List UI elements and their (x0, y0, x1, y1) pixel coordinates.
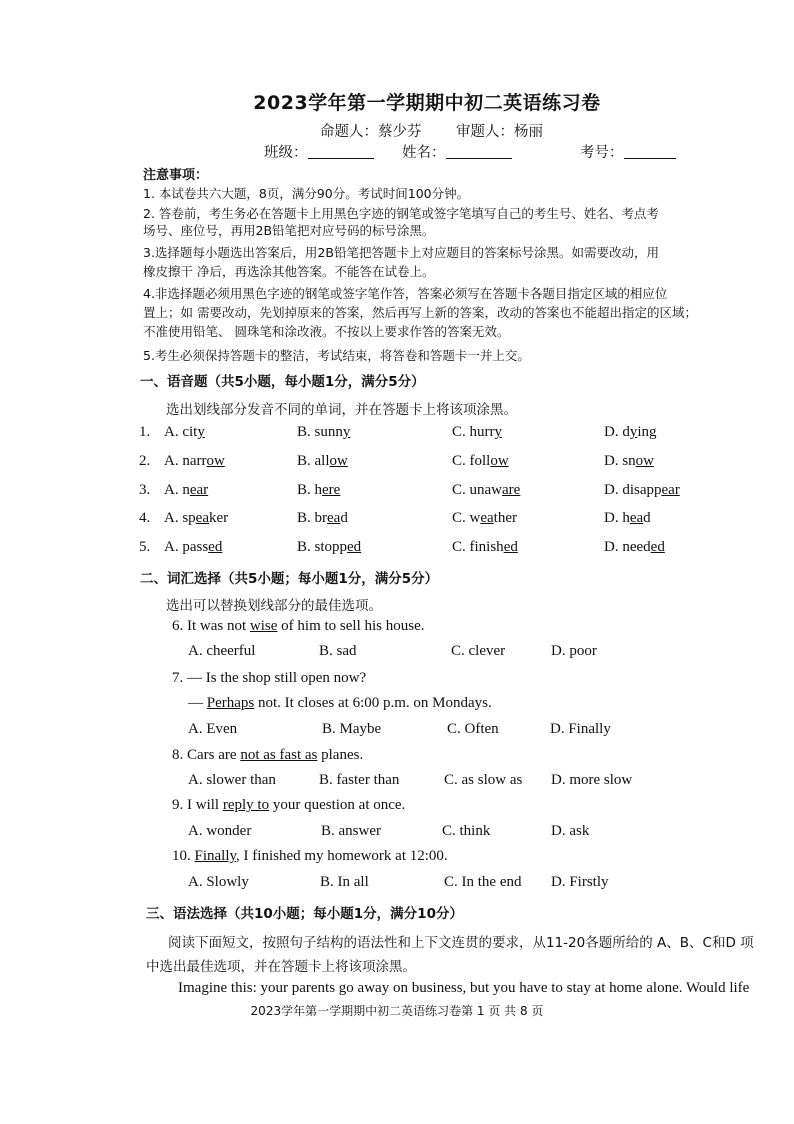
option-c[interactable]: C. think (442, 823, 491, 839)
class-label: 班级： (264, 145, 308, 161)
option-b[interactable]: B. Maybe (322, 721, 382, 737)
underlined-letters: ea (629, 510, 644, 526)
question-number: 4. (139, 510, 151, 526)
question-number: 3. (139, 482, 151, 498)
option-a[interactable]: A. narrow (164, 453, 225, 469)
underlined-letters: ow (206, 453, 225, 469)
option-d[interactable]: D. head (604, 510, 651, 526)
underlined-word: not as fast as (240, 747, 318, 763)
underlined-letters: ed (503, 539, 518, 555)
option-d[interactable]: D. Firstly (551, 874, 609, 890)
question-10-stem: 10. Finally, I finished my homework at 12:00. (172, 848, 448, 864)
underlined-letters: ear (189, 482, 209, 498)
underlined-letters: ea (480, 510, 494, 526)
option-b[interactable]: B. sad (319, 643, 357, 659)
underlined-letters: ed (347, 539, 362, 555)
exam-no-blank[interactable] (624, 144, 676, 159)
underlined-letters: y (342, 424, 351, 440)
notice-item: 2. 答卷前，考生务必在答题卡上用黑色字迹的钢笔或签字笔填写自己的考生号、姓名、考点考 (143, 206, 659, 221)
exam-no-label: 考号： (580, 145, 624, 161)
notice-item: 橡皮擦干 净后，再选涂其他答案。不能答在试卷上。 (143, 264, 435, 279)
section3-instruction: 阅读下面短文，按照句子结构的语法性和上下文连贯的要求，从11-20各题所给的 A、B、C和D 项 (168, 935, 754, 951)
setter-label: 命题人：蔡少芬 (320, 124, 422, 140)
option-d[interactable]: D. more slow (551, 772, 633, 788)
underlined-letters: ow (635, 453, 655, 469)
question-number: 1. (139, 424, 151, 440)
underlined-word: Perhaps (206, 695, 255, 711)
notice-item: 4.非选择题必须用黑色字迹的钢笔或签字笔作答，答案必须写在答题卡各题目指定区域的相应位 (143, 286, 668, 301)
option-b[interactable]: B. answer (321, 823, 381, 839)
option-d[interactable]: D. needed (604, 539, 665, 555)
notice-heading: 注意事项： (143, 168, 209, 183)
section1-instruction: 选出划线部分发音不同的单词，并在答题卡上将该项涂黑。 (166, 402, 517, 418)
section2-instruction: 选出可以替换划线部分的最佳选项。 (166, 598, 382, 614)
underlined-word: reply to (222, 797, 270, 813)
option-c[interactable]: C. follow (452, 453, 509, 469)
notice-item: 1. 本试卷共六大题，8页，满分90分。考试时间100分钟。 (143, 186, 470, 201)
section2-heading: 二、词汇选择（共5小题；每小题1分，满分5分） (140, 571, 439, 587)
option-c[interactable]: C. finished (452, 539, 518, 555)
option-c[interactable]: C. clever (451, 643, 506, 659)
underlined-letters: are (502, 482, 521, 498)
option-c[interactable]: C. hurry (452, 424, 502, 440)
option-b[interactable]: B. sunny (297, 424, 351, 440)
option-b[interactable]: B. stopped (297, 539, 362, 555)
option-a[interactable]: A. Even (188, 721, 238, 737)
notice-item: 场号、座位号，再用2B铅笔把对应号码的标号涂黑。 (143, 223, 435, 238)
option-a[interactable]: A. city (164, 424, 205, 440)
option-a[interactable]: A. Slowly (188, 874, 249, 890)
option-a[interactable]: A. slower than (188, 772, 276, 788)
option-d[interactable]: D. ask (551, 823, 590, 839)
notice-item: 3.选择题每小题选出答案后，用2B铅笔把答题卡上对应题目的答案标号涂黑。如需要改动，用 (143, 245, 659, 260)
underlined-letters: ere (322, 482, 341, 498)
underlined-letters: y (629, 424, 638, 440)
option-c[interactable]: C. In the end (444, 874, 522, 890)
option-b[interactable]: B. faster than (319, 772, 400, 788)
option-b[interactable]: B. here (297, 482, 341, 498)
class-field (264, 141, 374, 162)
option-c[interactable]: C. Often (447, 721, 499, 737)
class-blank[interactable] (308, 144, 374, 159)
option-a[interactable]: A. wonder (188, 823, 252, 839)
section3-heading: 三、语法选择（共10小题；每小题1分，满分10分） (146, 906, 463, 922)
section3-instruction: 中选出最佳选项，并在答题卡上将该项涂黑。 (146, 959, 416, 975)
reviewer-label: 审题人：杨丽 (456, 124, 543, 140)
page-footer: 2023学年第一学期期中初二英语练习卷第 1 页 共 8 页 (250, 1004, 544, 1018)
exam-no-field (580, 141, 676, 162)
option-d[interactable]: D. poor (551, 643, 597, 659)
underlined-letters: y (494, 424, 502, 440)
question-6-stem: 6. It was not wise of him to sell his house. (172, 618, 425, 634)
notice-item: 不准使用铅笔、 圆珠笔和涂改液。不按以上要求作答的答案无效。 (143, 324, 510, 339)
underlined-letters: y (197, 424, 205, 440)
option-c[interactable]: C. unaware (452, 482, 521, 498)
name-blank[interactable] (446, 144, 512, 159)
underlined-word: wise (249, 618, 278, 634)
underlined-letters: ear (661, 482, 680, 498)
underlined-letters: ow (490, 453, 509, 469)
notice-item: 置上；如 需要改动，先划掉原来的答案，然后再写上新的答案，改动的答案也不能超出指定的区域； (143, 305, 697, 320)
page-title: 2023学年第一学期期中初二英语练习卷 (253, 92, 601, 114)
question-7-reply: — Perhaps not. It closes at 6:00 p.m. on Mondays. (188, 695, 492, 711)
option-a[interactable]: A. passed (164, 539, 223, 555)
option-b[interactable]: B. allow (297, 453, 348, 469)
option-d[interactable]: D. Finally (550, 721, 611, 737)
question-number: 2. (139, 453, 151, 469)
question-7-stem: 7. — Is the shop still open now? (172, 670, 367, 686)
underlined-word: Finally (194, 848, 237, 864)
section1-heading: 一、语音题（共5小题，每小题1分，满分5分） (140, 374, 425, 390)
option-c[interactable]: C. weather (452, 510, 517, 526)
underlined-letters: ed (208, 539, 223, 555)
notice-item: 5.考生必须保持答题卡的整洁，考试结束，将答卷和答题卡一并上交。 (143, 348, 530, 363)
option-a[interactable]: A. speaker (164, 510, 229, 526)
question-9-stem: 9. I will reply to your question at once. (172, 797, 406, 813)
passage-text: Imagine this: your parents go away on business, but you have to stay at home alone. Would life (178, 980, 750, 996)
name-field (402, 141, 512, 162)
option-d[interactable]: D. dying (604, 424, 657, 440)
underlined-letters: ea (327, 510, 341, 526)
underlined-letters: ed (650, 539, 665, 555)
option-b[interactable]: B. bread (297, 510, 348, 526)
underlined-letters: ea (195, 510, 209, 526)
option-d[interactable]: D. snow (604, 453, 655, 469)
option-b[interactable]: B. In all (320, 874, 369, 890)
question-number: 5. (139, 539, 151, 555)
option-a[interactable]: A. near (164, 482, 209, 498)
option-a[interactable]: A. cheerful (188, 643, 256, 659)
name-label: 姓名： (402, 145, 446, 161)
option-d[interactable]: D. disappear (604, 482, 680, 498)
question-8-stem: 8. Cars are not as fast as planes. (172, 747, 364, 763)
option-c[interactable]: C. as slow as (444, 772, 523, 788)
underlined-letters: ow (329, 453, 348, 469)
